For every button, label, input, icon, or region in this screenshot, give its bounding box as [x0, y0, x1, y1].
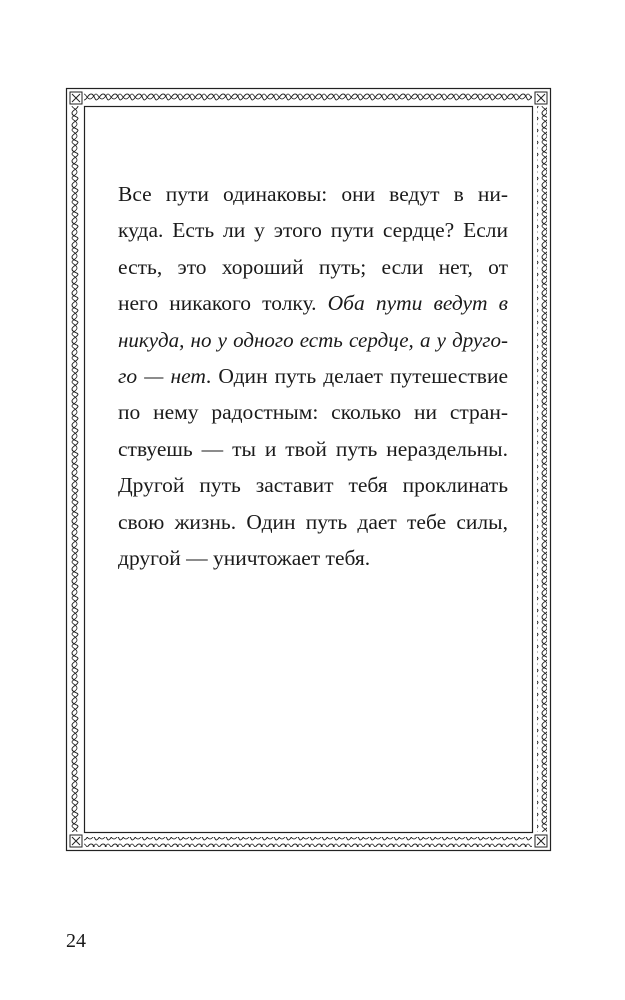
paragraph-line [118, 176, 508, 212]
paragraph-line [118, 322, 508, 358]
border-chain-top [84, 92, 532, 102]
italic-text: го — нет [118, 363, 206, 388]
text-span: него никакого толку. [118, 291, 328, 316]
paragraph-line [118, 431, 508, 467]
text-span: свою жизнь. Один путь дает тебе силы, [118, 509, 508, 534]
paragraph-line [118, 249, 508, 285]
paragraph-line [118, 394, 508, 430]
text-span: есть, это хороший путь; если нет, от [118, 254, 508, 279]
border-chain-bottom [84, 837, 532, 847]
text-span: . Один путь делает путешествие [205, 363, 508, 388]
border-chain-right [537, 106, 547, 832]
paragraph-line [118, 504, 508, 540]
paragraph-line [118, 358, 508, 394]
text-span: куда. Есть ли у этого пути сердце? Если [118, 218, 508, 243]
text-span: по нему радостным: сколько ни стран- [118, 400, 508, 425]
border-chain-left [70, 106, 80, 832]
text-span: Все пути одинаковы: они ведут в ни- [118, 182, 508, 206]
quote-paragraph [118, 176, 508, 576]
paragraph-line [118, 212, 508, 248]
italic-text: никуда, но у одного есть сердце, а у друго- [118, 327, 508, 352]
page-number: 24 [66, 930, 86, 952]
paragraph-line [118, 540, 508, 576]
text-span: ствуешь — ты и твой путь нераздельны. [118, 436, 508, 461]
paragraph-line [118, 285, 508, 321]
paragraph-line [118, 467, 508, 503]
italic-text: Оба пути ведут в [327, 291, 508, 316]
text-span: Другой путь заставит тебя проклинать [118, 473, 508, 498]
text-span: другой — уничтожает тебя. [118, 545, 371, 570]
